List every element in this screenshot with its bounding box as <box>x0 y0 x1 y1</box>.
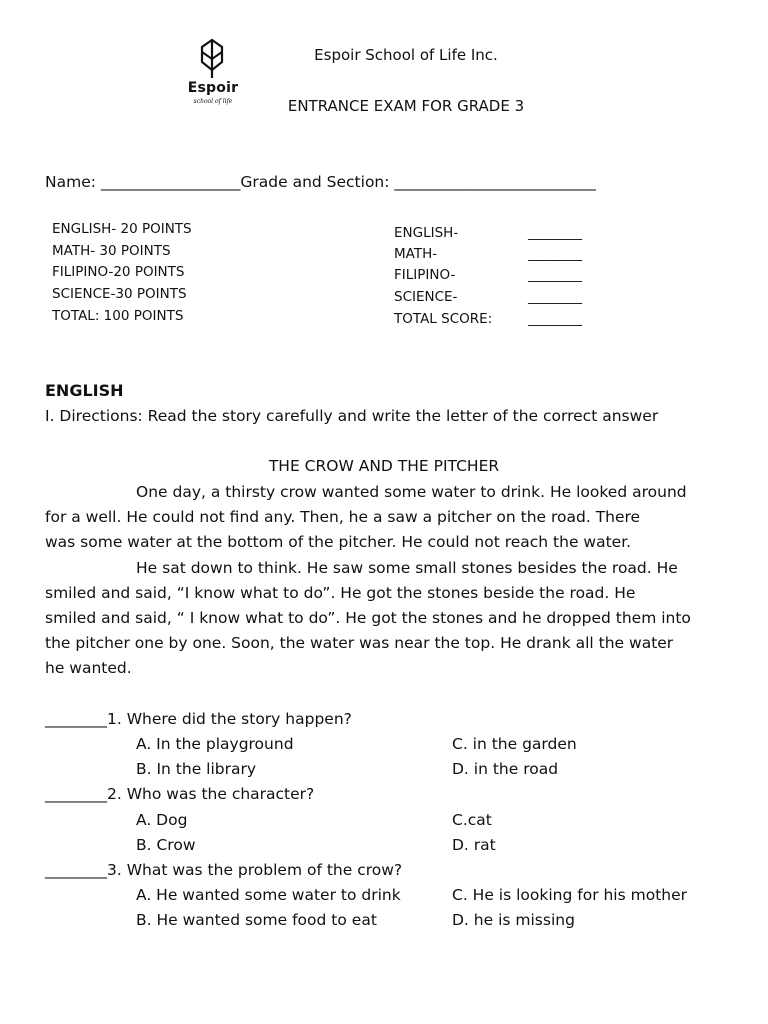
q3-choice-d: D. he is missing <box>452 911 575 929</box>
q1-choice-a: A. In the playground <box>136 735 294 753</box>
q1-choice-b: B. In the library <box>136 760 257 778</box>
q2-choice-c: C.cat <box>452 811 492 829</box>
section-heading: ENGLISH <box>45 381 124 400</box>
score-label-science: SCIENCE- <box>394 289 458 305</box>
points-item-filipino: FILIPINO-20 POINTS <box>52 264 185 280</box>
story-line: he wanted. <box>45 659 132 677</box>
points-item-science: SCIENCE-30 POINTS <box>52 286 187 302</box>
story-line: smiled and said, “I know what to do”. He got the stones beside the road. He <box>45 584 636 602</box>
q2-choice-b: B. Crow <box>136 836 196 854</box>
score-label-filipino: FILIPINO- <box>394 267 456 283</box>
directions: I. Directions: Read the story carefully and write the letter of the correct answer <box>45 407 659 425</box>
score-blank-science[interactable]: ________ <box>528 289 582 305</box>
q1-choice-d: D. in the road <box>452 760 559 778</box>
grade-section-blank[interactable]: __________________________ <box>394 173 596 191</box>
q3-choice-a: A. He wanted some water to drink <box>136 886 401 904</box>
points-item-total: TOTAL: 100 POINTS <box>52 308 184 324</box>
grade-section-label: Grade and Section: <box>240 173 390 191</box>
story-line: He sat down to think. He saw some small stones besides the road. He <box>136 559 678 577</box>
name-blank[interactable]: __________________ <box>100 173 241 191</box>
question-2[interactable]: ________2. Who was the character? <box>45 785 315 803</box>
story-line: smiled and said, “ I know what to do”. He got the stones and he dropped them into <box>45 609 691 627</box>
school-name: Espoir School of Life Inc. <box>314 46 498 64</box>
q1-choice-c: C. in the garden <box>452 735 577 753</box>
logo-tagline: school of life <box>193 98 233 105</box>
points-item-english: ENGLISH- 20 POINTS <box>52 221 192 237</box>
score-blank-total[interactable]: ________ <box>528 311 582 327</box>
score-blank-math[interactable]: ________ <box>528 246 582 262</box>
q3-choice-c: C. He is looking for his mother <box>452 886 688 904</box>
score-label-math: MATH- <box>394 246 438 262</box>
q2-choice-d: D. rat <box>452 836 496 854</box>
score-blank-english[interactable]: ________ <box>528 225 582 241</box>
score-label-total: TOTAL SCORE: <box>394 311 493 327</box>
exam-title: ENTRANCE EXAM FOR GRADE 3 <box>287 97 525 115</box>
question-1[interactable]: ________1. Where did the story happen? <box>45 710 352 728</box>
story-title: THE CROW AND THE PITCHER <box>268 457 500 475</box>
story-line: for a well. He could not find any. Then, he a saw a pitcher on the road. There <box>45 508 641 526</box>
student-info-line <box>45 173 596 191</box>
q3-choice-b: B. He wanted some food to eat <box>136 911 377 929</box>
q2-choice-a: A. Dog <box>136 811 188 829</box>
name-label: Name: <box>45 173 96 191</box>
points-item-math: MATH- 30 POINTS <box>52 243 171 259</box>
logo-name: Espoir <box>187 80 239 96</box>
question-3[interactable]: ________3. What was the problem of the crow? <box>45 861 403 879</box>
story-line: the pitcher one by one. Soon, the water was near the top. He drank all the water <box>45 634 674 652</box>
story-line: was some water at the bottom of the pitcher. He could not reach the water. <box>45 533 632 551</box>
score-blank-filipino[interactable]: ________ <box>528 267 582 283</box>
story-line: One day, a thirsty crow wanted some water to drink. He looked around <box>136 483 687 501</box>
score-label-english: ENGLISH- <box>394 225 459 241</box>
